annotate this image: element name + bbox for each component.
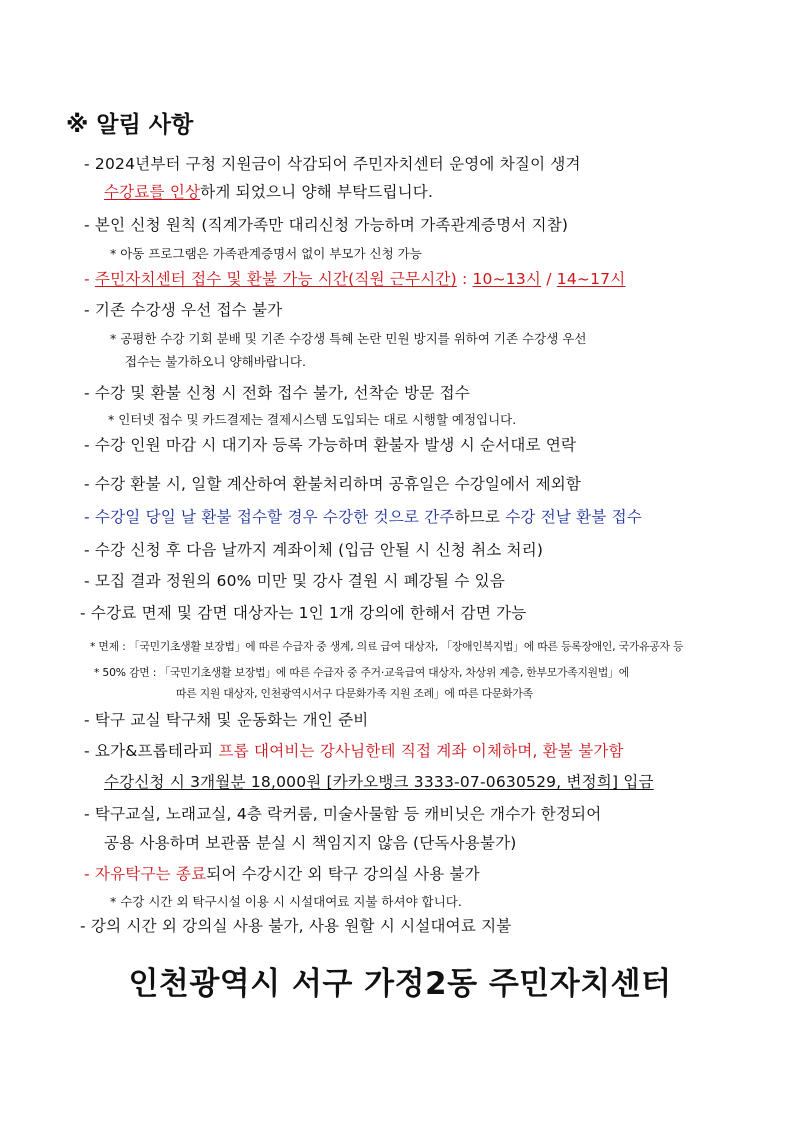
morning-hours: 10~13시 [472, 270, 542, 288]
notice-item-refund-calc: - 수강 환불 시, 일할 계산하여 환불처리하며 공휴일은 수강일에서 제외함 [84, 475, 582, 493]
note-half-discount: * 50% 감면 : 「국민기초생활 보장법」에 따른 수급자 중 주거·교육급여 대상자, 차상위 계층, 한부모가족지원법」에 [94, 666, 629, 679]
note-fair-chance: * 공평한 수강 기회 분배 및 기존 수강생 특혜 논란 민원 방지를 위하여 기존 수강생 우선 [110, 331, 587, 346]
notice-item-office-hours: - 주민자치센터 접수 및 환불 가능 시간(직원 근무시간) : 10~13시 / 14~17시 [84, 270, 626, 288]
notice-item-sameday-refund: - 수강일 당일 날 환불 접수할 경우 수강한 것으로 간주하므로 수강 전날 환불 접수 [84, 508, 642, 526]
notice-item-pingpong-gear: - 탁구 교실 탁구채 및 운동화는 개인 준비 [84, 711, 369, 729]
notice-item-cancellation: - 모집 결과 정원의 60% 미만 및 강사 결원 시 폐강될 수 있음 [84, 572, 506, 590]
notice-item-visit-only: - 수강 및 환불 신청 시 전화 접수 불가, 선착순 방문 접수 [84, 384, 470, 402]
notice-item-classroom-use: - 강의 시간 외 강의실 사용 불가, 사용 원할 시 시설대여료 지불 [80, 917, 512, 935]
prior-day-refund-highlight: 수강 전날 환불 접수 [505, 508, 642, 526]
notice-item-self-apply: - 본인 신청 원칙 (직계가족만 대리신청 가능하며 가족관계증명서 지참) [84, 216, 569, 234]
note-facility-fee: * 수강 시간 외 탁구시설 이용 시 시설대여료 지불 하셔야 합니다. [110, 894, 462, 909]
notice-item-transfer: - 수강 신청 후 다음 날까지 계좌이체 (입금 안될 시 신청 취소 처리) [84, 541, 544, 559]
afternoon-hours: 14~17시 [556, 270, 626, 288]
note-half-discount-cont: 따른 지원 대상자, 인천광역시서구 다문화가족 지원 조례」에 따른 다문화가족 [176, 687, 533, 700]
notice-item-fee-exemption: - 수강료 면제 및 감면 대상자는 1인 1개 강의에 한해서 감면 가능 [80, 604, 527, 622]
sameday-refund-highlight: - 수강일 당일 날 환불 접수할 경우 수강한 것으로 간주 [84, 508, 455, 526]
notice-item-budget: - 2024년부터 구청 지원금이 삭감되어 주민자치센터 운영에 차질이 생겨 [84, 155, 581, 173]
free-pingpong-ended-highlight: 자유탁구는 종료 [94, 865, 207, 883]
note-exemption: * 면제 : 「국민기초생활 보장법」에 따른 수급자 중 생계, 의료 급여 대상자, 「장애인복지법」에 따른 등록장애인, 국가유공자 등 [90, 640, 684, 653]
prop-fee-highlight: 프롭 대여비는 강사님한테 직접 계좌 이체하며, 환불 불가함 [218, 742, 624, 760]
notice-item-lockers-cont: 공용 사용하며 보관품 분실 시 책임지지 않음 (단독사용불가) [104, 834, 517, 852]
note-fair-chance-cont: 접수는 불가하오니 양해바랍니다. [125, 354, 306, 369]
notice-item-yoga-prop: - 요가&프롭테라피 프롭 대여비는 강사님한테 직접 계좌 이체하며, 환불 불가함 [84, 742, 624, 760]
notice-heading: ※ 알림 사항 [66, 112, 194, 138]
notice-item-no-priority: - 기존 수강생 우선 접수 불가 [84, 301, 283, 319]
notice-item-waitlist: - 수강 인원 마감 시 대기자 등록 가능하며 환불자 발생 시 순서대로 연락 [84, 436, 577, 454]
notice-item-free-pingpong: - 자유탁구는 종료되어 수강시간 외 탁구 강의실 사용 불가 [84, 865, 480, 883]
note-child-program: * 아동 프로그램은 가족관계증명서 없이 부모가 신청 가능 [110, 246, 422, 261]
note-internet-payment: * 인터넷 접수 및 카드결제는 결제시스템 도입되는 대로 시행할 예정입니다. [108, 412, 517, 427]
yoga-payment-info: 수강신청 시 3개월분 18,000원 [카카오뱅크 3333-07-0630529, 변정희] 입금 [104, 773, 654, 791]
center-name-footer: 인천광역시 서구 가정2동 주민자치센터 [128, 966, 672, 1002]
notice-item-lockers: - 탁구교실, 노래교실, 4층 락커룸, 미술사물함 등 캐비닛은 개수가 한정되어 [84, 805, 602, 823]
notice-item-budget-cont: 수강료를 인상하게 되었으니 양해 부탁드립니다. [104, 183, 434, 201]
fee-increase-highlight: 수강료를 인상 [104, 183, 201, 201]
office-hours-highlight: 주민자치센터 접수 및 환불 가능 시간(직원 근무시간) [94, 270, 457, 288]
